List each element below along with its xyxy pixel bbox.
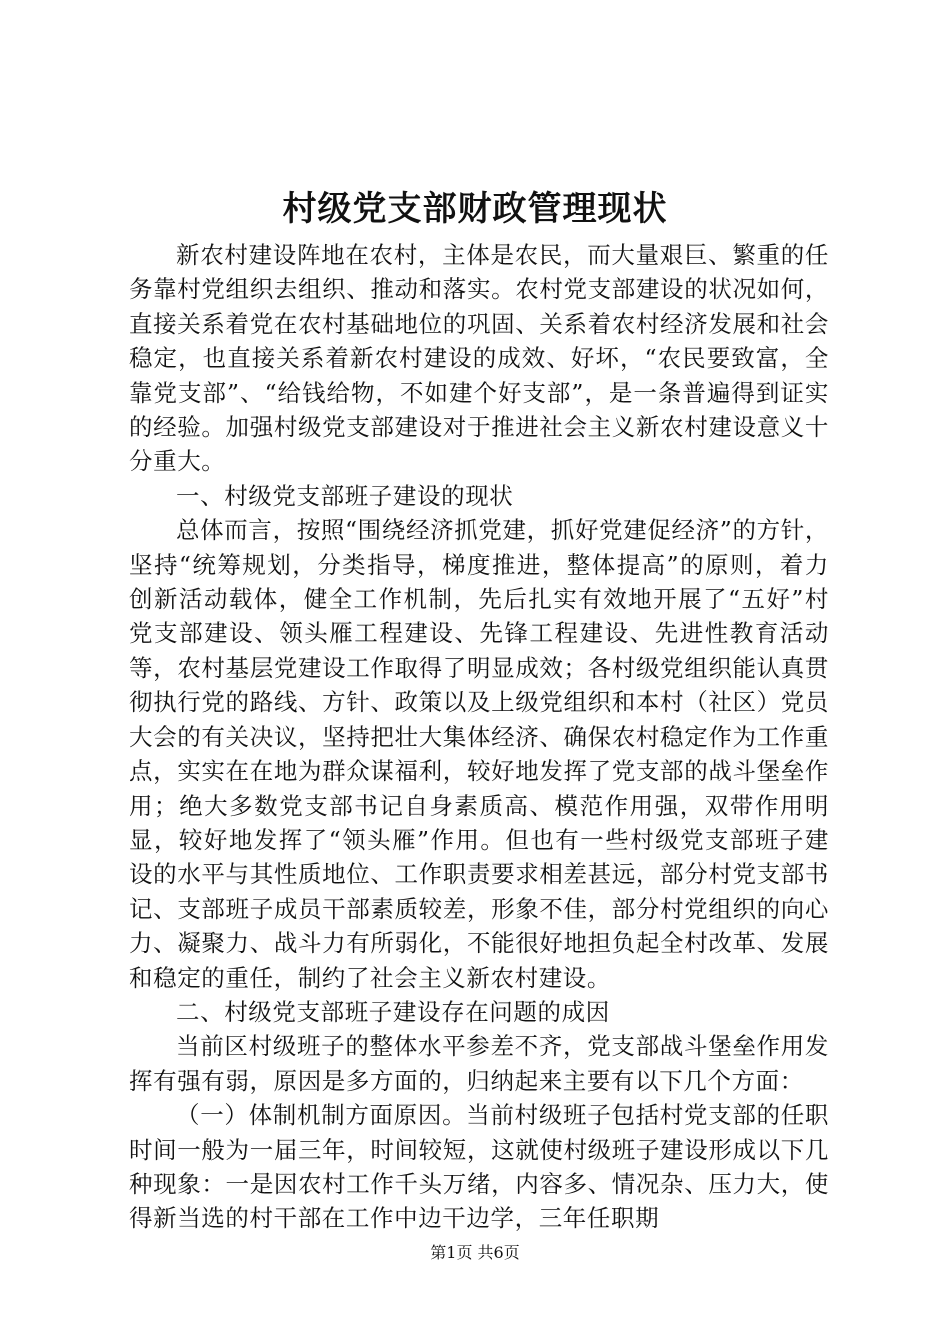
paragraph-status: 总体而言，按照“围绕经济抓党建，抓好党建促经济”的方针，坚持“统筹规划，分类指导，梯度推进，整体提高”的原则，着力创新活动载体，健全工作机制，先后扎实有效地开展了“五好”村党支部建设、领头雁工程建设、先锋工程建设、先进性教育活动等，农村基层党建设工作取得了明显成效；各村级党组织能认真贯彻执行党的路线、方针、政策以及上级党组织和本村（社区）党员大会的有关决议，坚持把壮大集体经济、确保农村稳定作为工作重点，实实在在地为群众谋福利，较好地发挥了党支部的战斗堡垒作用；绝大多数党支部书记自身素质高、模范作用强，双带作用明显，较好地发挥了“领头雁”作用。但也有一些村级党支部班子建设的水平与其性质地位、工作职责要求相差甚远，部分村党支部书记、支部班子成员干部素质较差，形象不佳，部分村党组织的向心力、凝聚力、战斗力有所弱化，不能很好地担负起全村改革、发展和稳定的重任，制约了社会主义新农村建设。: [129, 516, 829, 992]
paragraph-institutional: （一）体制机制方面原因。当前村级班子包括村党支部的任职时间一般为一届三年，时间较短，这就使村级班子建设形成以下几种现象：一是因农村工作千头万绪，内容多、情况杂、压力大，使得新当选的村干部在工作中边干边学，三年任职期: [129, 1101, 829, 1233]
section-heading-1: 一、村级党支部班子建设的现状: [176, 481, 514, 510]
page-footer: 第1页 共6页: [430, 1243, 520, 1262]
document-body: [129, 238, 829, 1236]
section-heading-2: 二、村级党支部班子建设存在问题的成因: [176, 997, 610, 1026]
document-title: 村级党支部财政管理现状: [282, 189, 668, 229]
paragraph-intro: 新农村建设阵地在农村，主体是农民，而大量艰巨、繁重的任务靠村党组织去组织、推动和落实。农村党支部建设的状况如何，直接关系着党在农村基础地位的巩固、关系着农村经济发展和社会稳定，也直接关系着新农村建设的成效、好坏，“农民要致富，全靠党支部”、“给钱给物，不如建个好支部”，是一条普遍得到证实的经验。加强村级党支部建设对于推进社会主义新农村建设意义十分重大。: [129, 241, 829, 476]
paragraph-causes: 当前区村级班子的整体水平参差不齐，党支部战斗堡垒作用发挥有强有弱，原因是多方面的，归纳起来主要有以下几个方面：: [129, 1032, 829, 1095]
